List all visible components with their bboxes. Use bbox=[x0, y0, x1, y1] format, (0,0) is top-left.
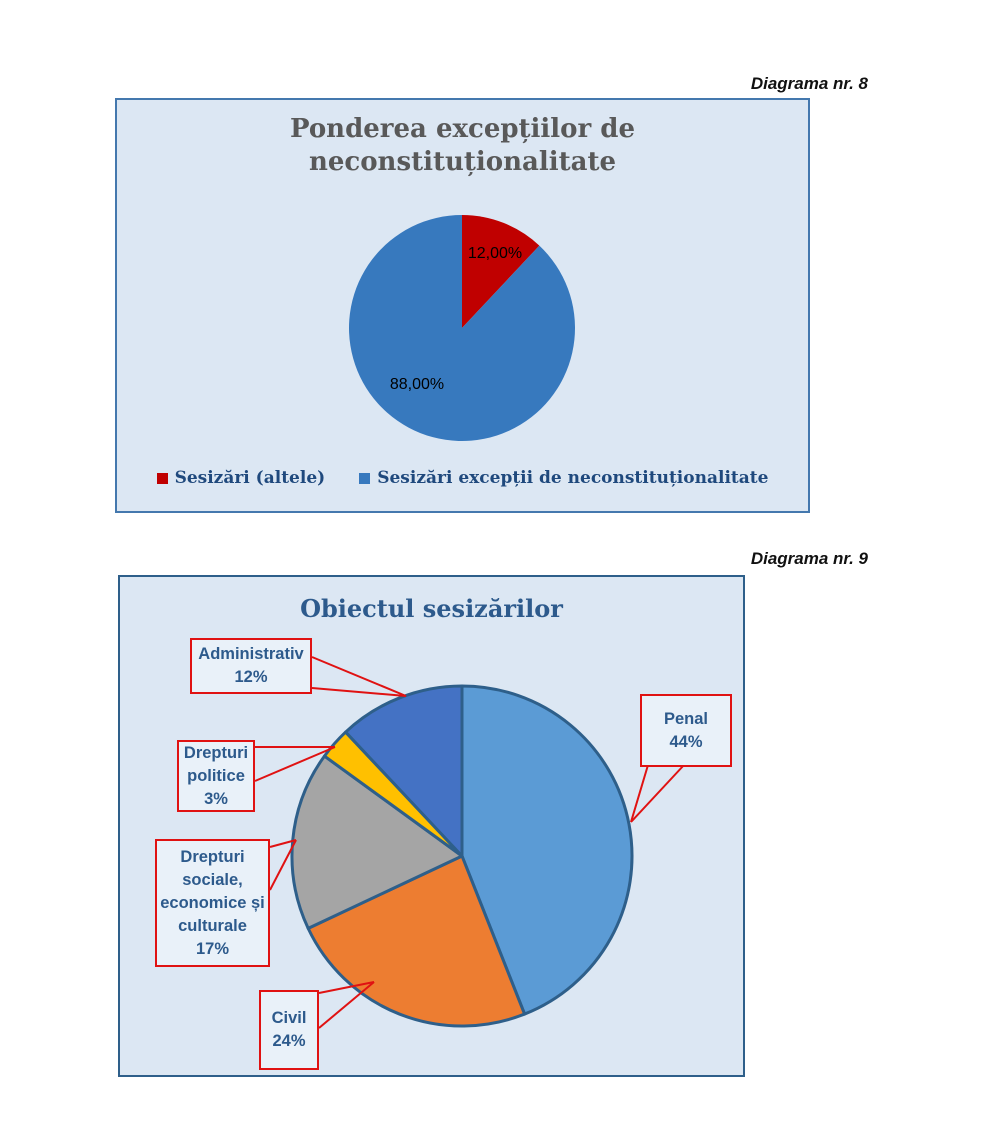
callout-value: 24% bbox=[272, 1032, 306, 1050]
callout-value: 44% bbox=[669, 732, 703, 751]
pie-data-label-sesizari-altele: 12,00% bbox=[467, 245, 523, 262]
callout-label: Administrativ bbox=[198, 645, 304, 663]
legend-swatch-red-icon bbox=[157, 473, 168, 484]
callout-label: economice și bbox=[160, 893, 265, 912]
chart-panel-diagram-9 bbox=[118, 575, 745, 1077]
callout-value: 17% bbox=[195, 939, 230, 958]
callout-pointer-line bbox=[319, 982, 374, 993]
figure-caption-diagrama-9: Diagrama nr. 9 bbox=[750, 549, 868, 568]
legend-item-sesizari-altele bbox=[157, 468, 326, 488]
chart-title-line-2: neconstituționalitate bbox=[308, 146, 617, 177]
legend-label: Sesizări excepții de neconstituționalitate bbox=[377, 468, 769, 488]
callout-pointer-line bbox=[270, 840, 296, 890]
chart-legend bbox=[117, 468, 808, 488]
callout-value: 12% bbox=[234, 668, 268, 686]
pie-slice-sesiz-ri-excep-ii-de-neconstitu-ionalitate bbox=[349, 215, 575, 441]
callout-label: Drepturi bbox=[180, 847, 245, 866]
pie-chart-diagram-8 bbox=[347, 213, 577, 443]
callout-civil bbox=[259, 990, 319, 1070]
callout-administrativ bbox=[190, 638, 312, 694]
callout-penal bbox=[640, 694, 732, 767]
callout-label: Penal bbox=[663, 709, 709, 728]
legend-swatch-blue-icon bbox=[359, 473, 370, 484]
callout-label: sociale, bbox=[182, 870, 243, 889]
callout-drepturi-politice bbox=[177, 740, 255, 812]
chart-panel-diagram-8 bbox=[115, 98, 810, 513]
chart-title-diagram-8 bbox=[117, 113, 808, 178]
callout-label: culturale bbox=[178, 916, 247, 935]
callout-drepturi-sociale bbox=[155, 839, 270, 967]
callout-label: Civil bbox=[271, 1009, 307, 1027]
pie-data-label-sesizari-exceptii: 88,00% bbox=[389, 376, 445, 393]
chart-title-diagram-9: Obiectul sesizărilor bbox=[300, 594, 563, 623]
figure-caption-diagrama-8: Diagrama nr. 8 bbox=[750, 74, 868, 93]
legend-item-sesizari-exceptii bbox=[359, 468, 768, 488]
callout-pointer-line bbox=[319, 982, 374, 1028]
callout-pointer-line bbox=[255, 747, 335, 781]
callout-label: Drepturi bbox=[183, 743, 249, 762]
legend-label: Sesizări (altele) bbox=[174, 468, 326, 488]
chart-title-line-1: Ponderea excepțiilor de bbox=[289, 114, 635, 144]
callout-label: politice bbox=[187, 766, 245, 785]
callout-value: 3% bbox=[204, 789, 228, 808]
